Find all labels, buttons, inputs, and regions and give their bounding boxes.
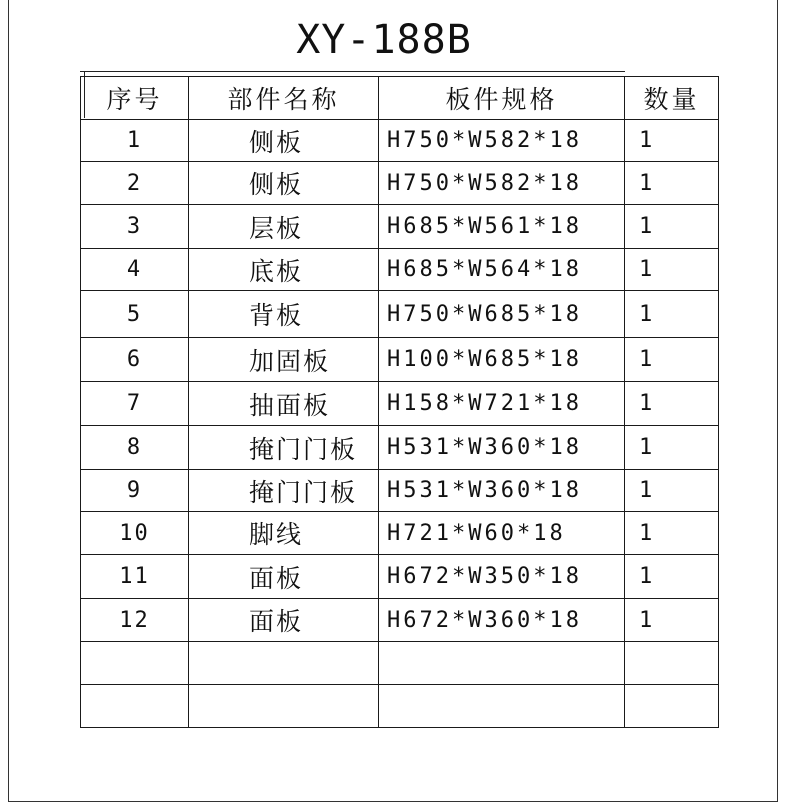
quantity-cell: 1: [625, 599, 719, 642]
part-name-cell: 掩门门板: [189, 426, 379, 470]
board-spec-cell: H750*W582*18: [379, 120, 625, 162]
part-name-cell: 抽面板: [189, 382, 379, 426]
table-row: [81, 470, 719, 512]
table-row: [81, 291, 719, 338]
quantity-cell: 1: [625, 555, 719, 599]
part-name-cell: 侧板: [189, 120, 379, 162]
row-number-cell: 4: [81, 249, 189, 291]
board-spec-cell: H685*W561*18: [379, 205, 625, 249]
table-row: [81, 382, 719, 426]
header-board-spec: 板件规格: [379, 77, 625, 120]
quantity-cell: 1: [625, 470, 719, 512]
table-row: [81, 249, 719, 291]
table-row: [81, 512, 719, 555]
quantity-cell: 1: [625, 512, 719, 555]
table-row: [81, 599, 719, 642]
board-spec-cell: [379, 642, 625, 685]
row-number-cell: 3: [81, 205, 189, 249]
part-name-cell: 掩门门板: [189, 470, 379, 512]
board-spec-cell: H721*W60*18: [379, 512, 625, 555]
board-spec-cell: H158*W721*18: [379, 382, 625, 426]
board-spec-cell: H100*W685*18: [379, 338, 625, 382]
table-row: [81, 426, 719, 470]
board-spec-cell: H672*W350*18: [379, 555, 625, 599]
header-serial-number: 序号: [81, 77, 189, 120]
table-row: [81, 162, 719, 205]
table-top-rule: [80, 71, 625, 72]
table-row: [81, 338, 719, 382]
document-title: XY-188B: [296, 17, 472, 63]
parts-table: [80, 76, 719, 728]
row-number-cell: 11: [81, 555, 189, 599]
part-name-cell: 层板: [189, 205, 379, 249]
table-row: [81, 205, 719, 249]
quantity-cell: 1: [625, 162, 719, 205]
row-number-cell: 12: [81, 599, 189, 642]
part-name-cell: 加固板: [189, 338, 379, 382]
quantity-cell: 1: [625, 120, 719, 162]
row-number-cell: 9: [81, 470, 189, 512]
header-quantity: 数量: [625, 77, 719, 120]
board-spec-cell: H750*W582*18: [379, 162, 625, 205]
table-row: [81, 555, 719, 599]
part-name-cell: 脚线: [189, 512, 379, 555]
part-name-cell: 面板: [189, 555, 379, 599]
board-spec-cell: H685*W564*18: [379, 249, 625, 291]
quantity-cell: [625, 642, 719, 685]
row-number-cell: 5: [81, 291, 189, 338]
board-spec-cell: H531*W360*18: [379, 470, 625, 512]
board-spec-cell: H750*W685*18: [379, 291, 625, 338]
row-number-cell: 8: [81, 426, 189, 470]
row-number-cell: 1: [81, 120, 189, 162]
quantity-cell: 1: [625, 426, 719, 470]
board-spec-cell: [379, 685, 625, 728]
quantity-cell: 1: [625, 249, 719, 291]
row-number-cell: 2: [81, 162, 189, 205]
part-name-cell: [189, 685, 379, 728]
part-name-cell: 侧板: [189, 162, 379, 205]
table-header-row: [81, 77, 719, 120]
table-body: [81, 120, 719, 728]
row-number-cell: 10: [81, 512, 189, 555]
row-number-cell: [81, 685, 189, 728]
quantity-cell: [625, 685, 719, 728]
table-row: [81, 685, 719, 728]
table-row: [81, 642, 719, 685]
quantity-cell: 1: [625, 338, 719, 382]
part-name-cell: 面板: [189, 599, 379, 642]
part-name-cell: 底板: [189, 249, 379, 291]
row-number-cell: [81, 642, 189, 685]
table-row: [81, 120, 719, 162]
part-name-cell: 背板: [189, 291, 379, 338]
quantity-cell: 1: [625, 382, 719, 426]
board-spec-cell: H672*W360*18: [379, 599, 625, 642]
board-spec-cell: H531*W360*18: [379, 426, 625, 470]
header-part-name: 部件名称: [189, 77, 379, 120]
quantity-cell: 1: [625, 205, 719, 249]
quantity-cell: 1: [625, 291, 719, 338]
row-number-cell: 6: [81, 338, 189, 382]
part-name-cell: [189, 642, 379, 685]
row-number-cell: 7: [81, 382, 189, 426]
